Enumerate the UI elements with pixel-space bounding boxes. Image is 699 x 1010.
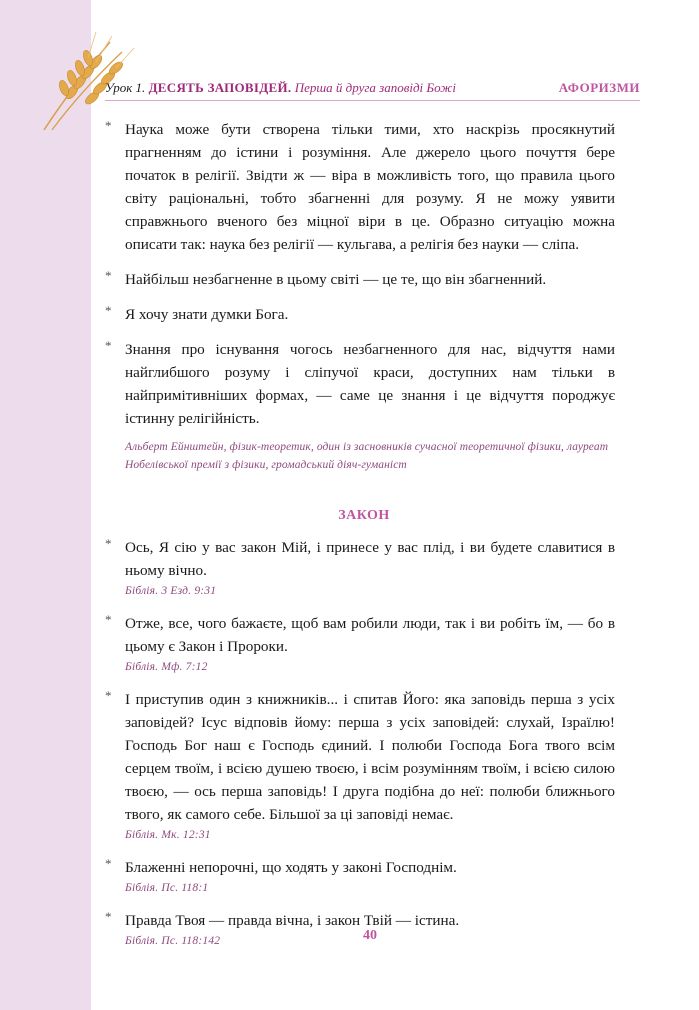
aphorism-item (103, 268, 615, 291)
section-title-law: ЗАКОН (338, 508, 390, 523)
asterisk-icon: * (105, 688, 112, 703)
asterisk-icon: * (105, 612, 112, 627)
header-subtitle: Перша й друга заповіді Божі (294, 80, 456, 95)
aphorism-item (103, 118, 615, 256)
aphorism-text: Я хочу знати думки Бога. (125, 306, 289, 323)
law-source: Біблія. Пс. 118:142 (125, 935, 221, 947)
header-lesson-label: Урок 1. (105, 80, 146, 95)
aphorism-text: Наука може бути створена тільки тими, хто наскрізь просякнутий прагненням до істини і розуміння. Але джерело цього почуття бере початок в релігії. Звідти ж — віра в можливість того, що правила цього світу раціональні, тобто збагненні для розуму. Я не можу уявити справжнього вченого без міцної віри в це. Образно ситуацію можна описати так: наука без релігії — кульгава, а релігія без науки — сліпа. (125, 121, 615, 253)
asterisk-icon: * (105, 268, 112, 283)
asterisk-icon: * (105, 536, 112, 551)
law-text: Блаженні непорочні, що ходять у законі Господнім. (125, 859, 457, 876)
law-source: Біблія. Мф. 7:12 (125, 661, 208, 673)
page-number: 40 (363, 928, 377, 943)
asterisk-icon: * (105, 118, 112, 133)
header-lesson (105, 80, 456, 96)
asterisk-icon: * (105, 856, 112, 871)
header-section: АФОРИЗМИ (558, 80, 640, 95)
law-source: Біблія. Мк. 12:31 (125, 829, 211, 841)
law-text: Отже, все, чого бажаєте, щоб вам робили люди, так і ви робіть їм, — бо в цьому є Закон і Пророки. (125, 615, 615, 655)
aphorism-text: Найбільш незбагненне в цьому світі — це те, що він збагненний. (125, 271, 547, 288)
law-item (103, 856, 615, 897)
author-attribution: Альберт Ейнштейн, фізик-теоретик, один із засновників сучасної теоретичної фізики, лауреат Нобелівської премії з фізики, громадський діяч-гуманіст (125, 441, 609, 471)
asterisk-icon: * (105, 303, 112, 318)
aphorism-text: Знання про існування чогось незбагненного для нас, відчуття нами найглибшого розуму і сліпучої краси, доступних нам тільки в найпримітивніших формах, — саме це знання і це відчуття породжує істинну релігійність. (125, 341, 615, 427)
page-content (103, 118, 615, 962)
law-item (103, 612, 615, 676)
asterisk-icon: * (105, 909, 112, 924)
law-source: Біблія. 3 Езд. 9:31 (125, 585, 217, 597)
asterisk-icon: * (105, 338, 112, 353)
law-source: Біблія. Пс. 118:1 (125, 882, 209, 894)
aphorism-item (103, 338, 615, 430)
header-title: ДЕСЯТЬ ЗАПОВІДЕЙ. (148, 80, 292, 95)
aphorism-item (103, 303, 615, 326)
page-sidebar-band (0, 0, 91, 1010)
law-item (103, 688, 615, 844)
law-item (103, 536, 615, 600)
law-text: Правда Твоя — правда вічна, і закон Твій — істина. (125, 912, 460, 929)
law-text: І приступив один з книжників... і спитав Його: яка заповідь перша з усіх заповідей? Ісус відповів йому: перша з усіх заповідей: слухай, Ізраїлю! Господь Бог наш є Господь єдиний. І полюби Господа Бога твого всім серцем твоїм, і всією душею твоєю, і всім розумінням твоїм, і всією силою твоєю, — ось перша заповідь! І друга подібна до неї: полюби ближнього твого, як самого себе. Більшої за ці заповіді немає. (125, 691, 615, 823)
page-header (105, 80, 640, 101)
law-text: Ось, Я сію у вас закон Мій, і принесе у вас плід, і ви будете славитися в ньому вічно. (125, 539, 615, 579)
